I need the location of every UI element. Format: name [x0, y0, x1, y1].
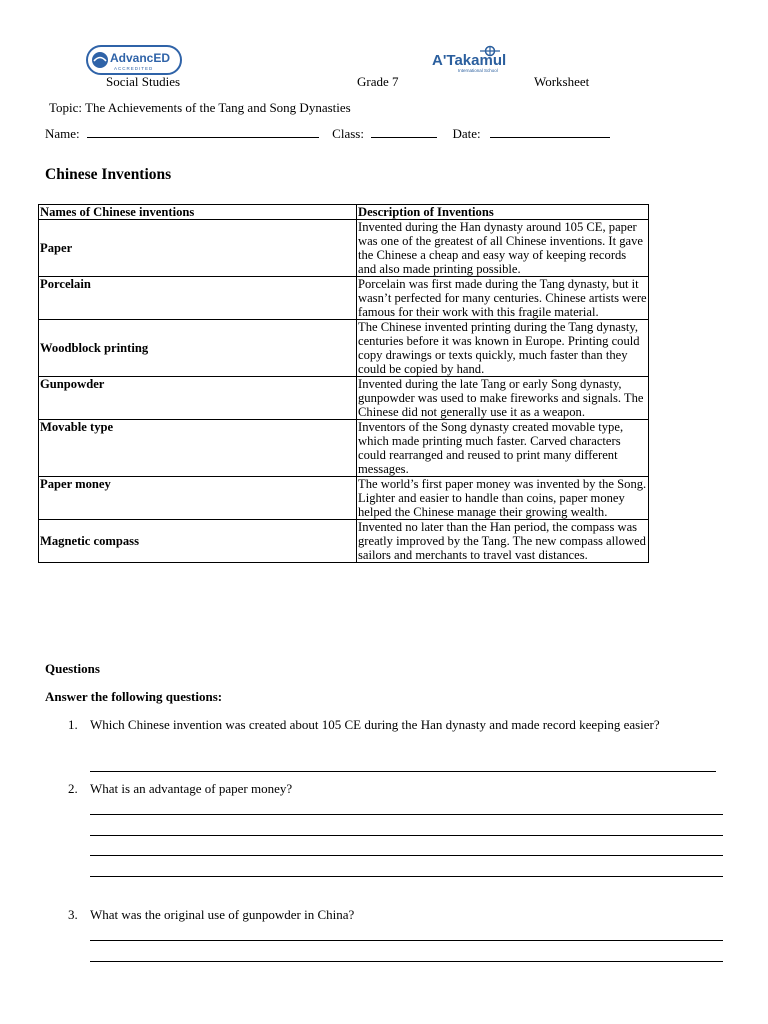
invention-description: Invented no later than the Han period, the compass was greatly improved by the Tang. The new compass allowed sailors and merchants to travel vast distances.	[357, 520, 649, 563]
header-names: Names of Chinese inventions	[39, 205, 357, 220]
question-3	[68, 904, 720, 926]
invention-description: Invented during the late Tang or early Song dynasty, gunpowder was used to make fireworks and signals. The Chinese did not generally use it as a weapon.	[357, 377, 649, 420]
questions-title: Questions	[45, 661, 100, 676]
question-text: What was the original use of gunpowder in China?	[90, 907, 355, 922]
answer-line[interactable]	[90, 961, 723, 962]
table-header-row	[39, 205, 649, 220]
question-text: What is an advantage of paper money?	[90, 781, 293, 796]
advanced-logo	[86, 45, 182, 75]
table-row	[39, 520, 649, 563]
table-row	[39, 477, 649, 520]
svg-text:AdvancED: AdvancED	[110, 51, 171, 65]
name-label: Name:	[45, 126, 80, 141]
question-1	[68, 714, 720, 736]
svg-text:ACCREDITED: ACCREDITED	[114, 66, 154, 71]
question-2	[68, 778, 720, 800]
date-blank[interactable]	[490, 126, 610, 138]
invention-description: Invented during the Han dynasty around 105 CE, paper was one of the greatest of all Chinese inventions. It gave the Chinese a cheap and easy way of keeping records and also made printing possible.	[357, 220, 649, 277]
invention-name: Magnetic compass	[39, 520, 357, 563]
invention-name: Paper money	[39, 477, 357, 520]
topic-line: Topic: The Achievements of the Tang and Song Dynasties	[49, 100, 351, 115]
questions-instruction: Answer the following questions:	[45, 689, 223, 704]
invention-name: Paper	[39, 220, 357, 277]
invention-description: Inventors of the Song dynasty created movable type, which made printing much faster. Carved characters could rearranged and reused to print many different messages.	[357, 420, 649, 477]
question-number: 3.	[68, 907, 78, 922]
answer-line[interactable]	[90, 835, 723, 836]
class-blank[interactable]	[371, 126, 437, 138]
question-number: 2.	[68, 781, 78, 796]
table-row	[39, 277, 649, 320]
class-label: Class:	[332, 126, 364, 141]
student-info-line	[45, 126, 610, 142]
worksheet-label: Worksheet	[534, 74, 590, 89]
subject-label: Social Studies	[106, 74, 181, 89]
atakamul-logo	[428, 45, 534, 73]
date-label: Date:	[452, 126, 481, 141]
invention-description: Porcelain was first made during the Tang dynasty, but it wasn’t perfected for many centuries. Chinese artists were famous for their work with this fragile material.	[358, 277, 647, 319]
table-row	[39, 220, 649, 277]
answer-line[interactable]	[90, 814, 723, 815]
svg-text:International School: International School	[458, 68, 498, 73]
invention-description: The world’s first paper money was invented by the Song. Lighter and easier to handle than coins, paper money helped the Chinese manage their growing wealth.	[357, 477, 649, 520]
answer-line[interactable]	[90, 855, 723, 856]
question-text: Which Chinese invention was created about 105 CE during the Han dynasty and made record keeping easier?	[90, 717, 660, 732]
section-title: Chinese Inventions	[45, 166, 172, 183]
answer-line[interactable]	[90, 940, 723, 941]
grade-label: Grade 7	[357, 74, 399, 89]
header-descriptions: Description of Inventions	[357, 205, 649, 220]
question-number: 1.	[68, 717, 78, 732]
invention-name: Movable type	[39, 420, 357, 477]
table-row	[39, 320, 649, 377]
answer-line[interactable]	[90, 771, 716, 772]
invention-name: Porcelain	[39, 277, 357, 320]
svg-text:A'Takamul: A'Takamul	[432, 52, 507, 69]
invention-name: Woodblock printing	[39, 320, 357, 377]
table-row	[39, 377, 649, 420]
invention-name: Gunpowder	[39, 377, 357, 420]
invention-description: The Chinese invented printing during the Tang dynasty, centuries before it was known in Europe. Printing could copy drawings or texts quickly, much faster than they could be copied by hand.	[357, 320, 649, 377]
table-row	[39, 420, 649, 477]
inventions-table	[38, 204, 649, 563]
name-blank[interactable]	[87, 126, 319, 138]
answer-line[interactable]	[90, 876, 723, 877]
